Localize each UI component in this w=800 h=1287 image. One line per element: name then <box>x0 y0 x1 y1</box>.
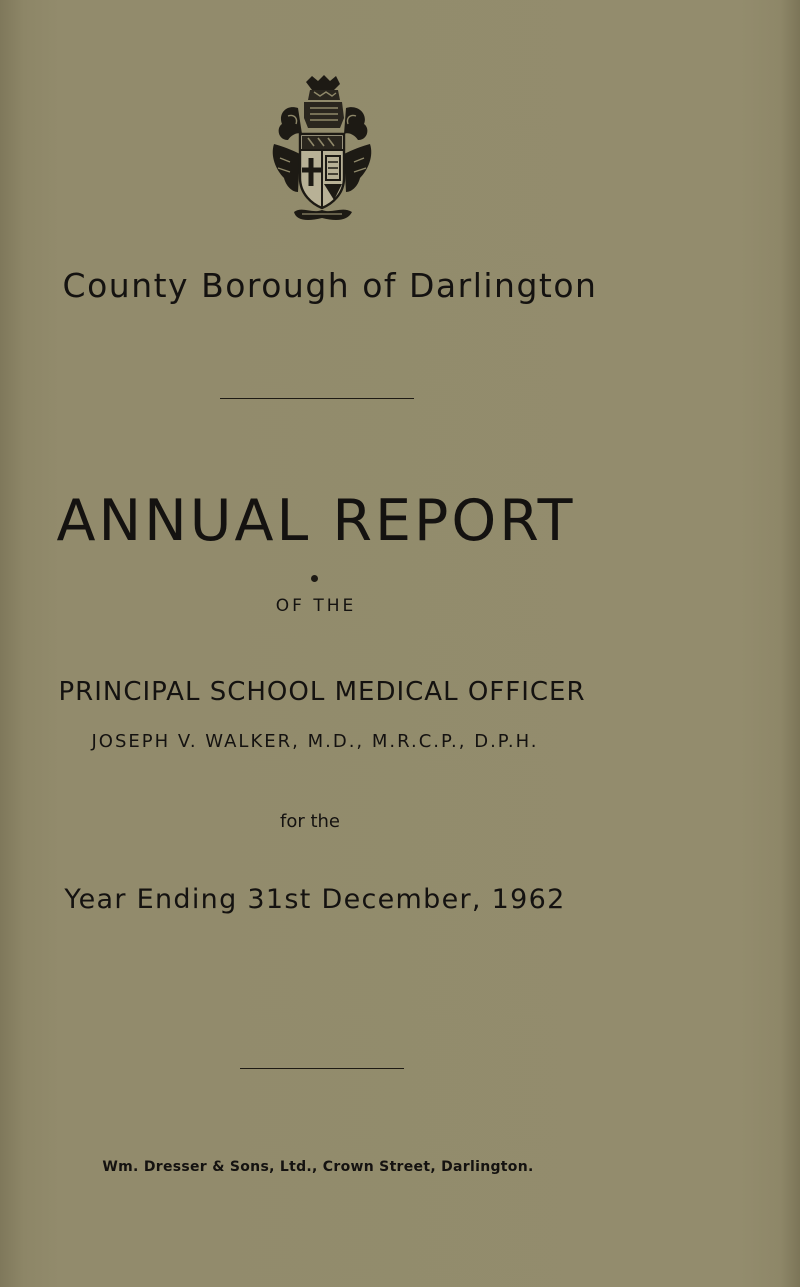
report-title: ANNUAL REPORT <box>56 488 576 554</box>
dot-icon <box>311 575 318 582</box>
divider-bottom <box>240 1068 404 1069</box>
divider-top <box>220 398 414 399</box>
for-the-text: for the <box>279 811 340 832</box>
coat-of-arms-icon <box>268 74 376 224</box>
of-the-text: OF THE <box>275 596 357 616</box>
printer-imprint: Wm. Dresser & Sons, Ltd., Crown Street, Darlington. <box>102 1159 534 1175</box>
officer-name: JOSEPH V. WALKER, M.D., M.R.C.P., D.P.H. <box>91 731 539 752</box>
report-year: Year Ending 31st December, 1962 <box>64 884 566 915</box>
borough-heading: County Borough of Darlington <box>62 266 598 305</box>
officer-title: PRINCIPAL SCHOOL MEDICAL OFFICER <box>58 677 586 707</box>
